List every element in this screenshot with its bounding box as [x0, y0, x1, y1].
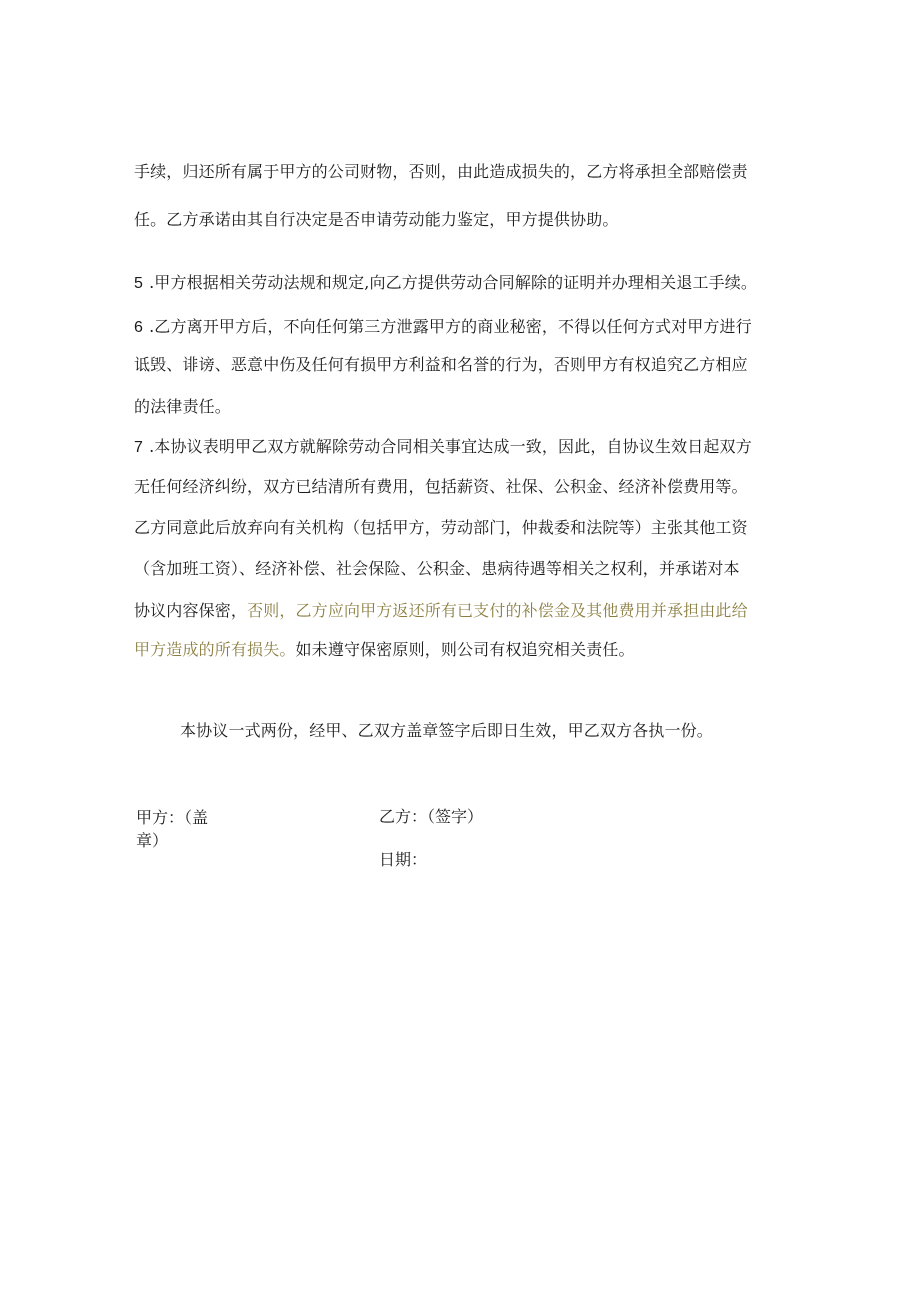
clause-7 [134, 436, 794, 459]
clause-5-text: .甲方根据相关劳动法规和规定,向乙方提供劳动合同解除的证明并办理相关退工手续。 [149, 273, 758, 292]
clause-7-line-3: 乙方同意此后放弃向有关机构（包括甲方，劳动部门，仲裁委和法院等）主张其他工资 [134, 518, 748, 537]
clause-5-number: 5 [134, 275, 144, 292]
clause-7-line-6-highlight: 甲方造成的所有损失。 [134, 640, 296, 659]
clause-7-text-line-1: .本协议表明甲乙双方就解除劳动合同相关事宜达成一致，因此，自协议生效日起双方 [149, 437, 752, 456]
paragraph-continued-line-2: 任。乙方承诺由其自行决定是否申请劳动能力鉴定，甲方提供协助。 [134, 210, 619, 229]
party-a-seal-label-line-2: 章） [136, 831, 169, 850]
clause-6-line-3: 的法律责任。 [134, 397, 231, 416]
closing-statement: 本协议一式两份，经甲、乙双方盖章签字后即日生效，甲乙双方各执一份。 [180, 721, 713, 740]
clause-7-line-4: （含加班工资）、经济补偿、社会保险、公积金、患病待遇等相关之权利，并承诺对本 [134, 559, 740, 578]
clause-7-line-2: 无任何经济纠纷，双方已结清所有费用，包括薪资、社保、公积金、经济补偿费用等。 [134, 477, 748, 496]
date-label: 日期： [379, 850, 428, 869]
party-a-seal-label-line-1: 甲方：（盖 [136, 808, 209, 827]
clause-7-line-6 [134, 639, 794, 661]
clause-7-line-5-highlight: 否则，乙方应向甲方返还所有已支付的补偿金及其他费用并承担由此给 [247, 601, 748, 620]
clause-6 [134, 316, 794, 339]
clause-7-line-5 [134, 600, 794, 622]
party-b-signature-label: 乙方：（签字） [379, 807, 484, 826]
clause-7-number: 7 [134, 439, 144, 456]
clause-7-line-6-plain: 如未遵守保密原则，则公司有权追究相关责任。 [295, 640, 635, 659]
clause-6-number: 6 [134, 319, 144, 336]
clause-6-line-2: 诋毁、诽谤、恶意中伤及任何有损甲方利益和名誉的行为，否则甲方有权追究乙方相应 [134, 355, 748, 374]
paragraph-continued-line-1: 手续，归还所有属于甲方的公司财物，否则，由此造成损失的，乙方将承担全部赔偿责 [134, 162, 748, 181]
clause-7-line-5-plain: 协议内容保密， [134, 601, 248, 620]
clause-6-text-line-1: .乙方离开甲方后，不向任何第三方泄露甲方的商业秘密，不得以任何方式对甲方进行 [149, 317, 752, 336]
clause-5 [134, 272, 794, 295]
